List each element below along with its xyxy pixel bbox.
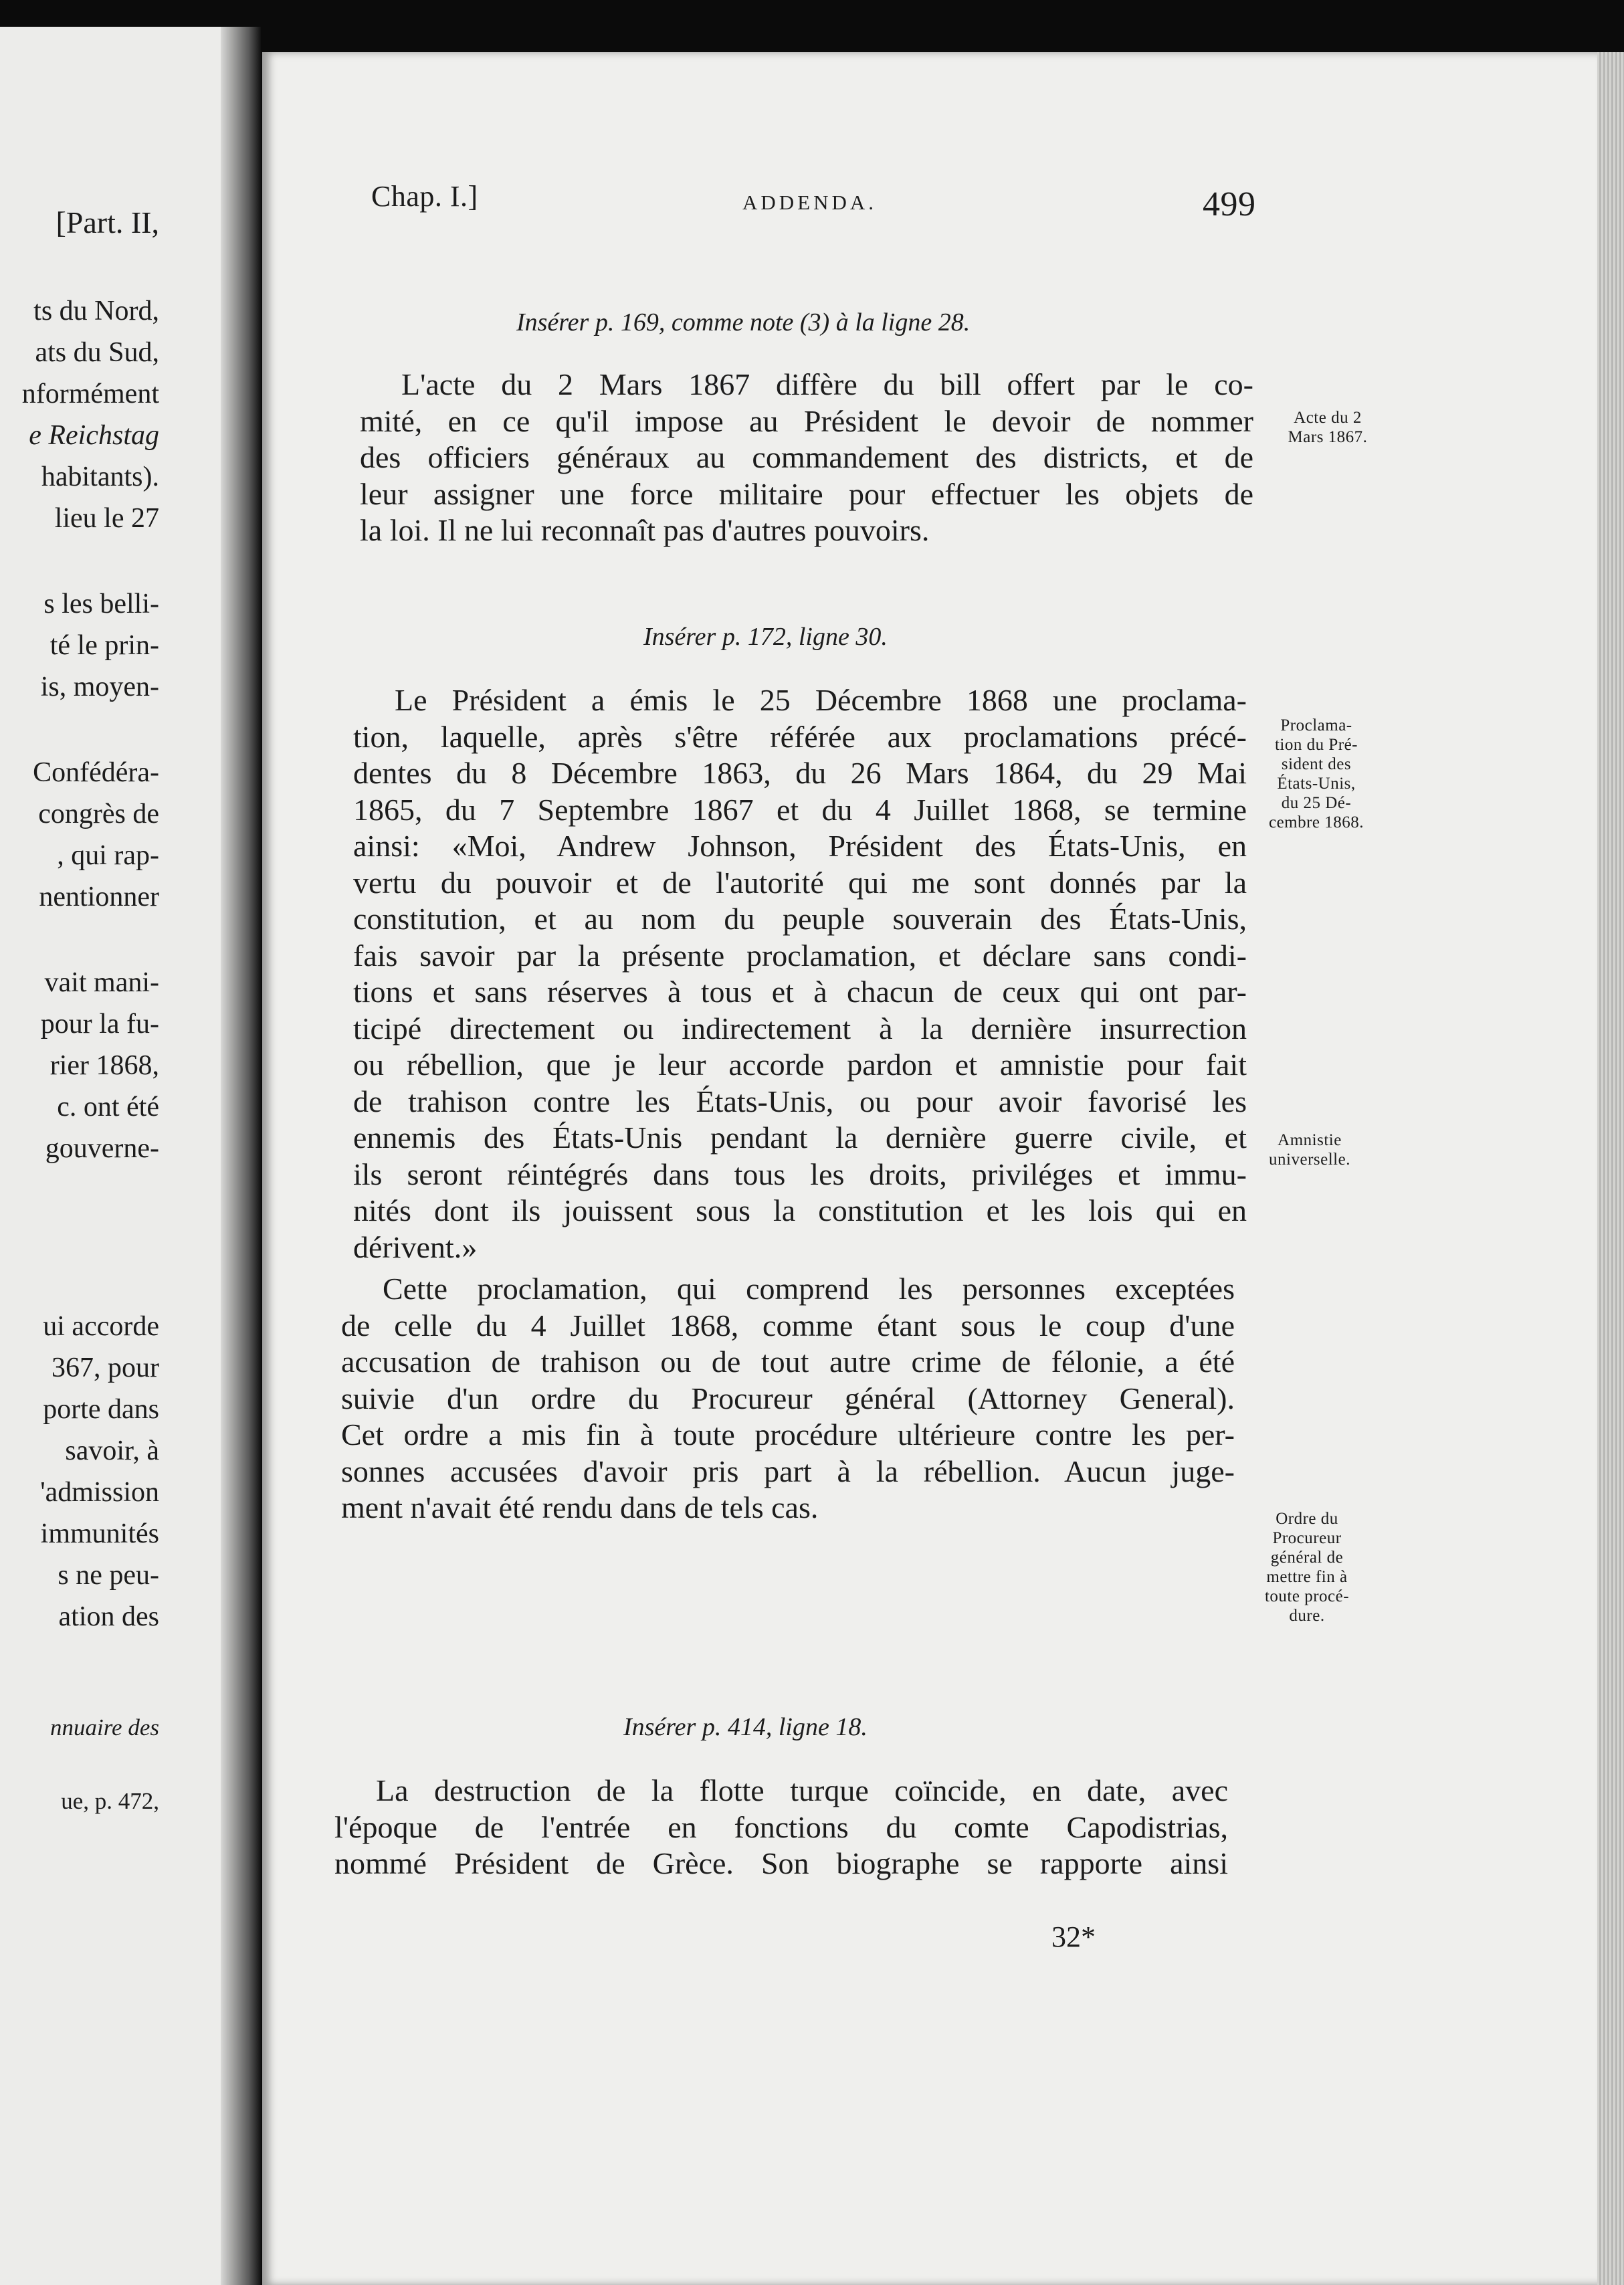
text-line: suivie d'un ordre du Procureur général (Attorney General). bbox=[341, 1381, 1235, 1415]
left-page-line: 367, pour bbox=[52, 1353, 159, 1383]
left-page-line: immunités bbox=[40, 1518, 159, 1549]
text-line: Cette proclamation, qui comprend les personnes exceptées bbox=[383, 1272, 1235, 1306]
text-line: ment n'avait été rendu dans de tels cas. bbox=[341, 1490, 819, 1524]
left-page-footnote: nnuaire des bbox=[50, 1714, 159, 1741]
margin-note: Acte du 2 Mars 1867. bbox=[1288, 409, 1368, 446]
text-line: La destruction de la flotte turque coïncide, en date, avec bbox=[376, 1773, 1228, 1807]
signature-mark: 32* bbox=[1051, 1920, 1096, 1953]
insert-instruction: Insérer p. 414, ligne 18. bbox=[623, 1713, 868, 1741]
left-page-line: e Reichstag bbox=[29, 420, 159, 451]
left-page-line: savoir, à bbox=[65, 1435, 159, 1466]
left-page-line: s les belli- bbox=[43, 589, 159, 619]
left-page-line: rier 1868, bbox=[49, 1050, 159, 1081]
left-page-line: porte dans bbox=[43, 1394, 159, 1425]
text-line: nommé Président de Grèce. Son biographe se rapporte ainsi bbox=[334, 1846, 1228, 1880]
text-line: Le Président a émis le 25 Décembre 1868 une proclama- bbox=[395, 683, 1247, 717]
margin-note: Proclama- tion du Pré- sident des États-Unis, du 25 Dé- cembre 1868. bbox=[1268, 716, 1364, 831]
paragraph-ordre bbox=[341, 1271, 1235, 1526]
text-line: de celle du 4 Juillet 1868, comme étant sous le coup d'une bbox=[341, 1308, 1235, 1343]
text-line: Cet ordre a mis fin à toute procédure ultérieure contre les per- bbox=[341, 1417, 1235, 1452]
text-line: 1865, du 7 Septembre 1867 et du 4 Juillet 1868, se termine bbox=[353, 792, 1247, 827]
left-page-line: vait mani- bbox=[44, 967, 159, 998]
text-line: accusation de trahison ou de tout autre crime de félonie, a été bbox=[341, 1345, 1235, 1379]
chapter-header: Chap. I.] bbox=[371, 180, 478, 213]
text-line: ticipé directement ou indirectement à la dernière insurrection bbox=[353, 1011, 1247, 1046]
left-page-line: té le prin- bbox=[49, 630, 159, 661]
left-page-line: Confédéra- bbox=[33, 757, 159, 788]
left-page-line: nformément bbox=[21, 379, 159, 409]
text-line: ennemis des États-Unis pendant la dernière guerre civile, et bbox=[353, 1120, 1247, 1155]
left-page-line: 'admission bbox=[40, 1477, 159, 1508]
insert-instruction: Insérer p. 172, ligne 30. bbox=[643, 623, 888, 651]
gutter-shadow bbox=[221, 27, 261, 2285]
left-page-line: ui accorde bbox=[43, 1311, 159, 1342]
text-line: dentes du 8 Décembre 1863, du 26 Mars 1864, du 29 Mai bbox=[353, 756, 1247, 790]
left-facing-page bbox=[0, 27, 242, 2285]
page-number: 499 bbox=[1203, 185, 1256, 223]
paragraph-destruction bbox=[334, 1773, 1228, 1882]
left-page-line: nentionner bbox=[39, 882, 159, 912]
text-line: sonnes accusées d'avoir pris part à la rébellion. Aucun juge- bbox=[341, 1454, 1235, 1488]
text-line: ainsi: «Moi, Andrew Johnson, Président des États-Unis, en bbox=[353, 829, 1247, 863]
paragraph-proclamation bbox=[353, 682, 1247, 1266]
left-page-line: habitants). bbox=[41, 462, 159, 492]
text-line: fais savoir par la présente proclamation, et déclare sans condi- bbox=[353, 938, 1247, 973]
text-line: leur assigner une force militaire pour effectuer les objets de bbox=[360, 476, 1253, 511]
left-page-header: [Part. II, bbox=[56, 205, 159, 239]
page-edge bbox=[1597, 52, 1624, 2285]
text-line: mité, en ce qu'il impose au Président le devoir de nommer bbox=[360, 403, 1253, 438]
text-line: tion, laquelle, après s'être référée aux proclamations précé- bbox=[353, 719, 1247, 754]
text-line: ou rébellion, que je leur accorde pardon et amnistie pour fait bbox=[353, 1048, 1247, 1082]
left-page-line: pour la fu- bbox=[40, 1009, 159, 1039]
left-page-line: lieu le 27 bbox=[54, 503, 159, 534]
text-line: constitution, et au nom du peuple souverain des États-Unis, bbox=[353, 902, 1247, 936]
running-title: ADDENDA. bbox=[742, 191, 878, 214]
text-line: ils seront réintégrés dans tous les droits, priviléges et immu- bbox=[353, 1157, 1247, 1191]
left-page-line: ats du Sud, bbox=[35, 337, 159, 368]
text-line: la loi. Il ne lui reconnaît pas d'autres pouvoirs. bbox=[360, 513, 930, 547]
margin-note: Ordre du Procureur général de mettre fin à toute procé- dure. bbox=[1264, 1510, 1350, 1625]
text-line: des officiers généraux au commandement des districts, et de bbox=[360, 440, 1253, 474]
text-line: vertu du pouvoir et de l'autorité qui me sont donnés par la bbox=[353, 865, 1247, 900]
left-page-line: ts du Nord, bbox=[33, 296, 159, 326]
left-page-line: c. ont été bbox=[57, 1092, 159, 1122]
left-page-line: s ne peu- bbox=[58, 1560, 159, 1591]
left-page-footnote: ue, p. 472, bbox=[61, 1788, 159, 1814]
paragraph-acte bbox=[360, 367, 1253, 549]
text-line: de trahison contre les États-Unis, ou pour avoir favorisé les bbox=[353, 1084, 1247, 1118]
left-page-line: ation des bbox=[58, 1601, 159, 1632]
text-line: tions et sans réserves à tous et à chacun de ceux qui ont par- bbox=[353, 975, 1247, 1009]
left-page-line: is, moyen- bbox=[40, 672, 159, 702]
text-line: nités dont ils jouissent sous la constitution et les lois qui en bbox=[353, 1193, 1247, 1227]
left-page-line: congrès de bbox=[38, 799, 159, 829]
text-line: L'acte du 2 Mars 1867 diffère du bill offert par le co- bbox=[401, 367, 1253, 401]
insert-instruction: Insérer p. 169, comme note (3) à la ligne 28. bbox=[516, 308, 971, 336]
margin-note: Amnistie universelle. bbox=[1269, 1131, 1350, 1169]
left-page-line: , qui rap- bbox=[57, 840, 159, 871]
text-line: l'époque de l'entrée en fonctions du comte Capodistrias, bbox=[334, 1809, 1228, 1844]
left-page-line: gouverne- bbox=[45, 1133, 159, 1164]
text-line: dérivent.» bbox=[353, 1229, 478, 1264]
